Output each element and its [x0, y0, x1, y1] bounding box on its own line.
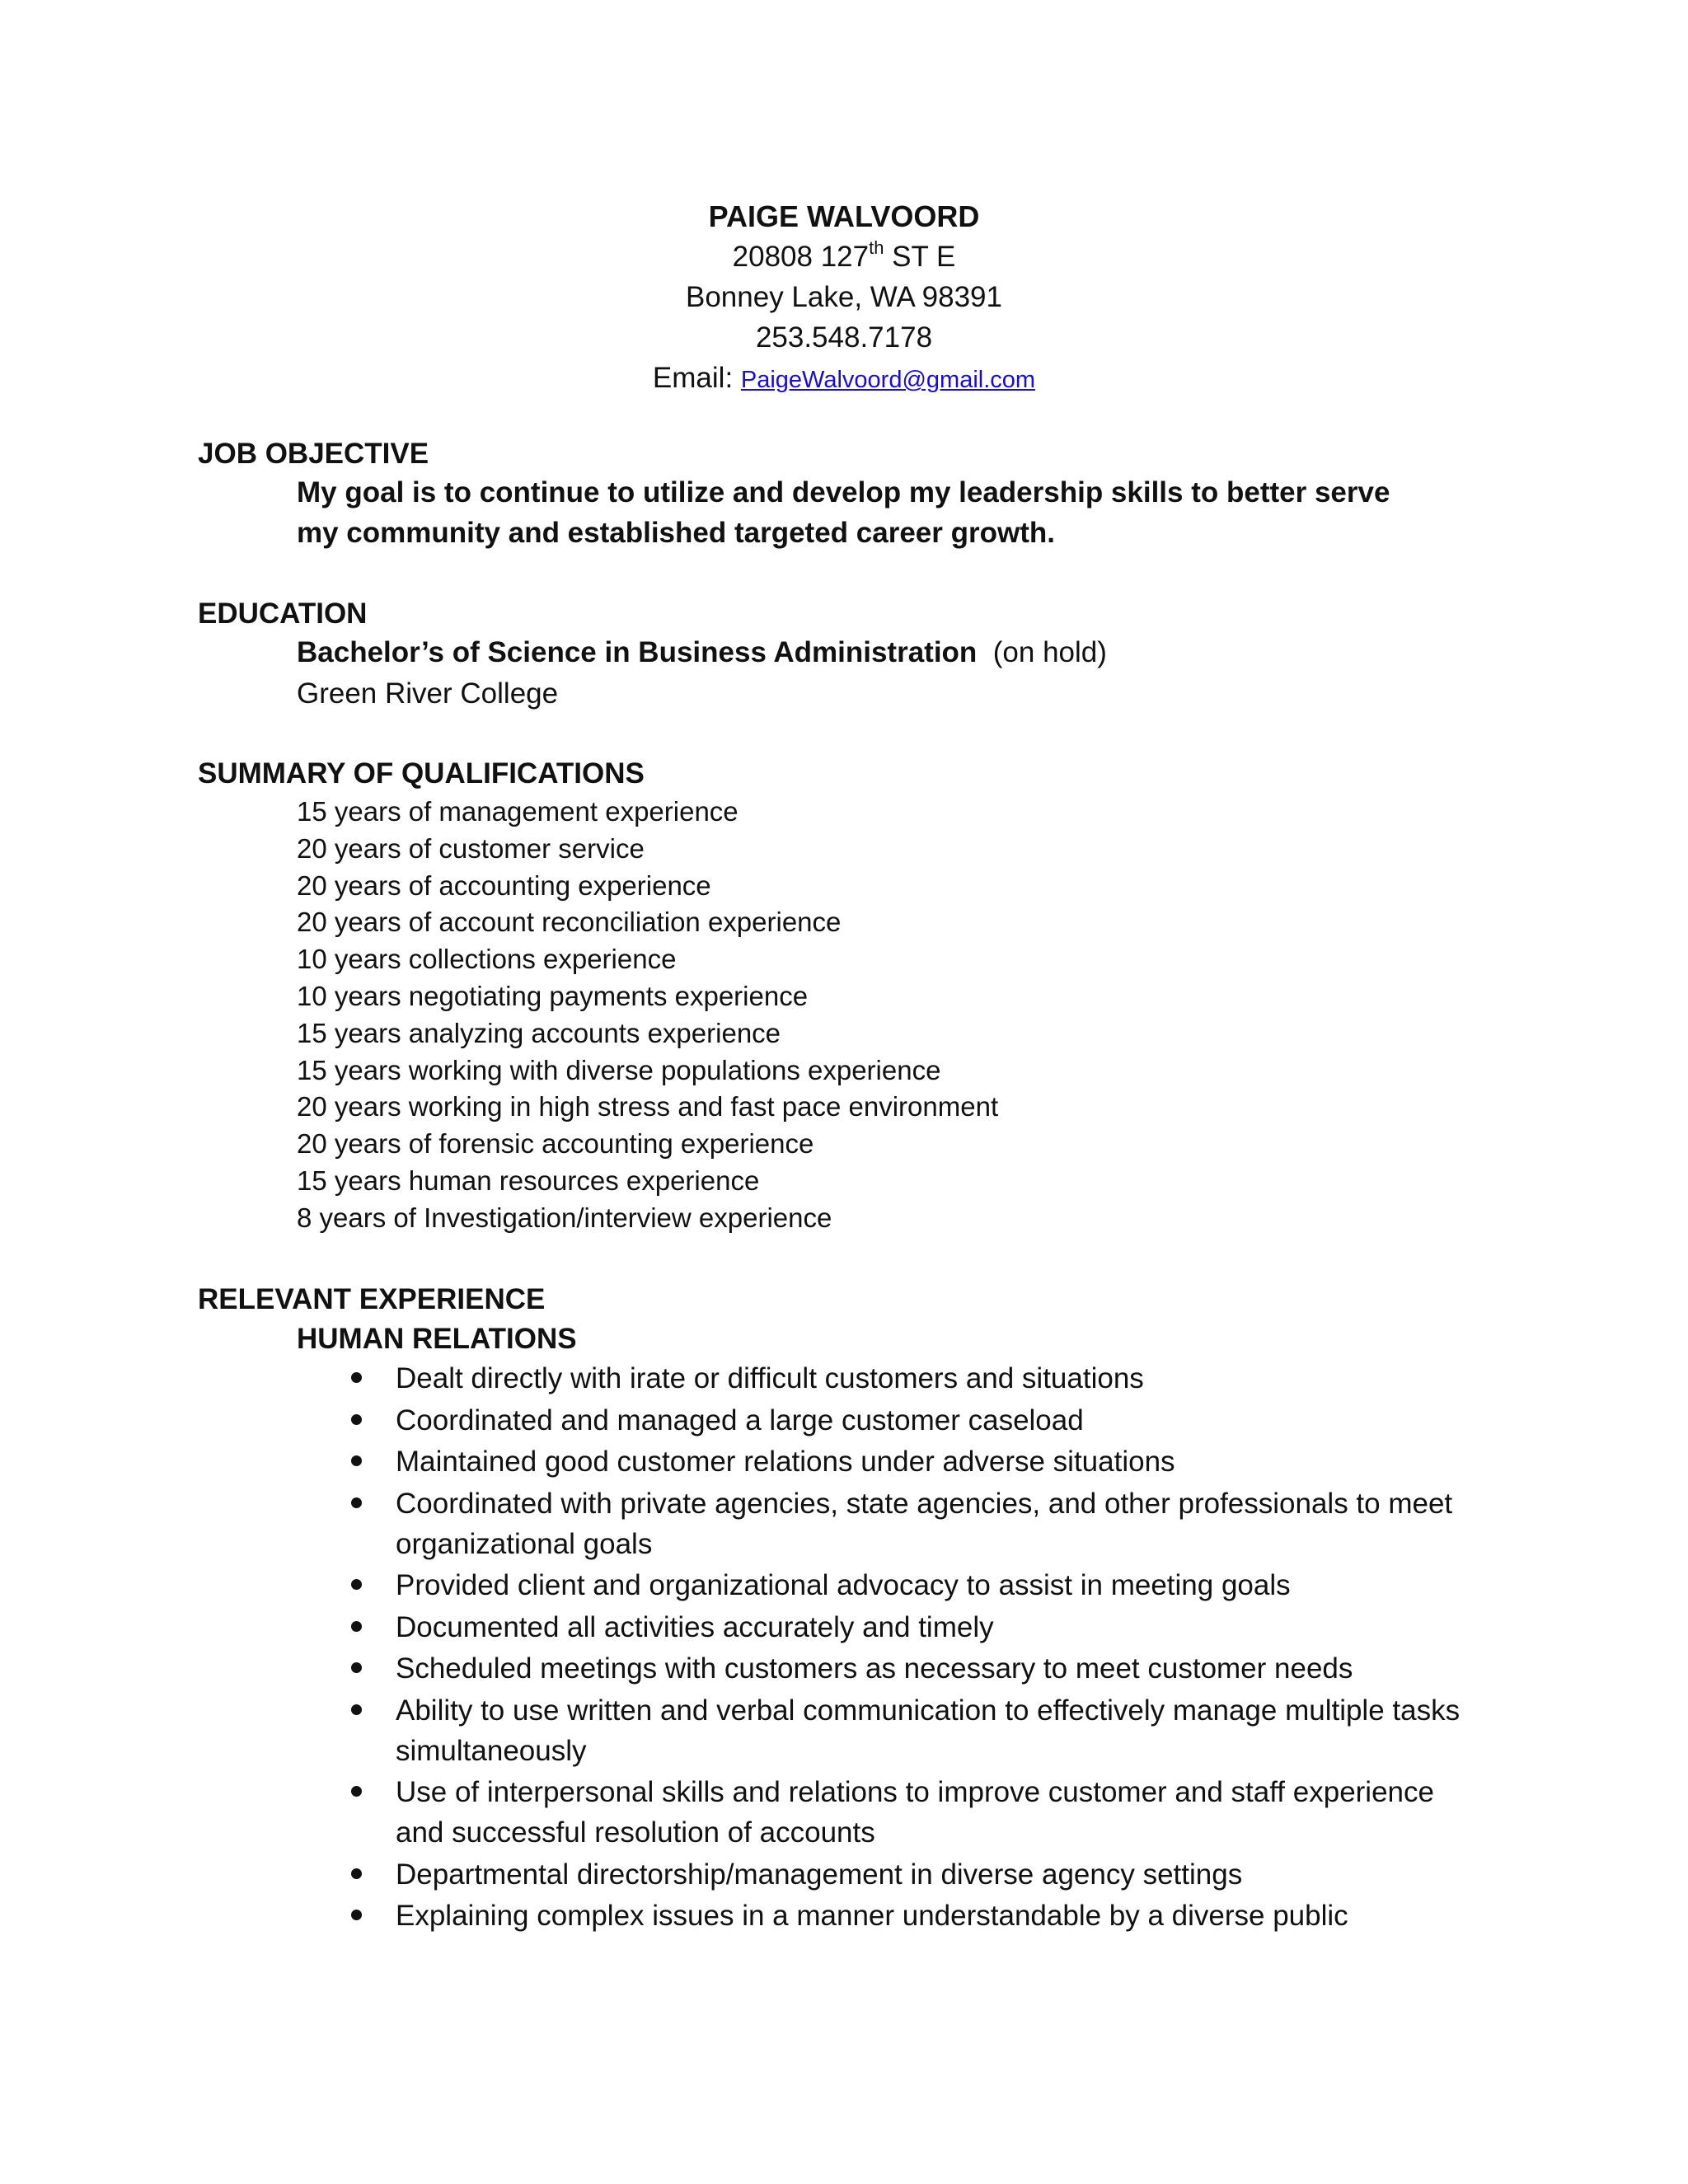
bullet-icon: [351, 1662, 362, 1673]
bullet-icon: [351, 1910, 362, 1920]
bullet-icon: [351, 1868, 362, 1879]
education-degree: Bachelor’s of Science in Business Administration: [297, 636, 978, 668]
experience-heading: RELEVANT EXPERIENCE: [198, 1283, 546, 1315]
bullet-text: Documented all activities accurately and timely: [396, 1610, 994, 1643]
bullet-text: Provided client and organizational advocacy to assist in meeting goals: [396, 1569, 1291, 1601]
education-school: Green River College: [297, 677, 559, 710]
address-ordinal-suffix: th: [869, 237, 884, 258]
bullet-text: Dealt directly with irate or difficult customers and situations: [396, 1362, 1144, 1394]
experience-bullet: [346, 1690, 1484, 1771]
street-address: [0, 237, 1688, 277]
experience-bullet: [346, 1607, 1484, 1647]
bullet-icon: [351, 1579, 362, 1590]
address-street: ST E: [884, 241, 956, 273]
bullet-text: Coordinated with private agencies, state agencies, and other professionals to meet organizational goals: [396, 1487, 1453, 1560]
job-objective-line-1: My goal is to continue to utilize and develop my leadership skills to better serve: [297, 476, 1390, 509]
address-number: 20808 127: [732, 241, 870, 273]
qualification-item: 15 years of management experience: [297, 796, 738, 827]
email-label: Email:: [652, 362, 741, 394]
experience-bullet: [346, 1565, 1484, 1605]
qualification-item: 20 years of customer service: [297, 832, 645, 864]
qualification-item: 20 years of accounting experience: [297, 869, 711, 901]
bullet-text: Ability to use written and verbal communication to effectively manage multiple tasks simultaneously: [396, 1694, 1461, 1767]
qualification-item: 15 years analyzing accounts experience: [297, 1017, 781, 1048]
qualification-item: 15 years human resources experience: [297, 1165, 760, 1196]
bullet-text: Coordinated and managed a large customer caseload: [396, 1404, 1084, 1436]
education-degree-line: [297, 632, 1107, 673]
qualification-item: 20 years of account reconciliation experience: [297, 907, 842, 938]
bullet-text: Explaining complex issues in a manner understandable by a diverse public: [396, 1900, 1348, 1932]
job-objective-heading: JOB OBJECTIVE: [198, 438, 429, 470]
bullet-icon: [351, 1497, 362, 1508]
qualification-item: 10 years collections experience: [297, 944, 677, 975]
bullet-icon: [351, 1455, 362, 1466]
bullet-text: Maintained good customer relations under adverse situations: [396, 1446, 1175, 1478]
qualification-item: 20 years working in high stress and fast pace environment: [297, 1091, 999, 1122]
email-line: [0, 358, 1688, 401]
experience-bullet: [346, 1648, 1484, 1689]
experience-bullet: [346, 1896, 1484, 1936]
bullet-text: Use of interpersonal skills and relations to improve customer and staff experience and successful resolution of accounts: [396, 1776, 1434, 1849]
education-status: (on hold): [977, 636, 1107, 668]
bullet-text: Scheduled meetings with customers as necessary to meet customer needs: [396, 1652, 1353, 1685]
contact-header: [0, 196, 1688, 401]
bullet-icon: [351, 1786, 362, 1797]
job-objective-line-2: my community and established targeted career growth.: [297, 517, 1055, 549]
experience-bullet: [346, 1483, 1484, 1564]
qualifications-heading: SUMMARY OF QUALIFICATIONS: [198, 757, 645, 790]
experience-bullet-list: [346, 1358, 1484, 1938]
candidate-name: PAIGE WALVOORD: [708, 199, 980, 233]
bullet-icon: [351, 1414, 362, 1425]
phone-number: 253.548.7178: [755, 321, 933, 354]
experience-bullet: [346, 1854, 1484, 1895]
experience-bullet: [346, 1441, 1484, 1482]
education-heading: EDUCATION: [198, 598, 368, 630]
experience-bullet: [346, 1358, 1484, 1399]
city-line: Bonney Lake, WA 98391: [686, 281, 1002, 313]
bullet-icon: [351, 1372, 362, 1383]
qualification-item: 8 years of Investigation/interview experience: [297, 1202, 832, 1233]
experience-bullet: [346, 1772, 1484, 1853]
bullet-text: Departmental directorship/management in diverse agency settings: [396, 1858, 1243, 1891]
qualifications-list: [297, 794, 998, 1237]
qualification-item: 10 years negotiating payments experience: [297, 980, 809, 1011]
email-link[interactable]: PaigeWalvoord@gmail.com: [740, 367, 1036, 393]
qualification-item: 20 years of forensic accounting experience: [297, 1128, 814, 1160]
bullet-icon: [351, 1704, 362, 1715]
bullet-icon: [351, 1621, 362, 1632]
experience-subheading: HUMAN RELATIONS: [297, 1323, 577, 1355]
qualification-item: 15 years working with diverse populations experience: [297, 1054, 941, 1085]
experience-bullet: [346, 1400, 1484, 1441]
